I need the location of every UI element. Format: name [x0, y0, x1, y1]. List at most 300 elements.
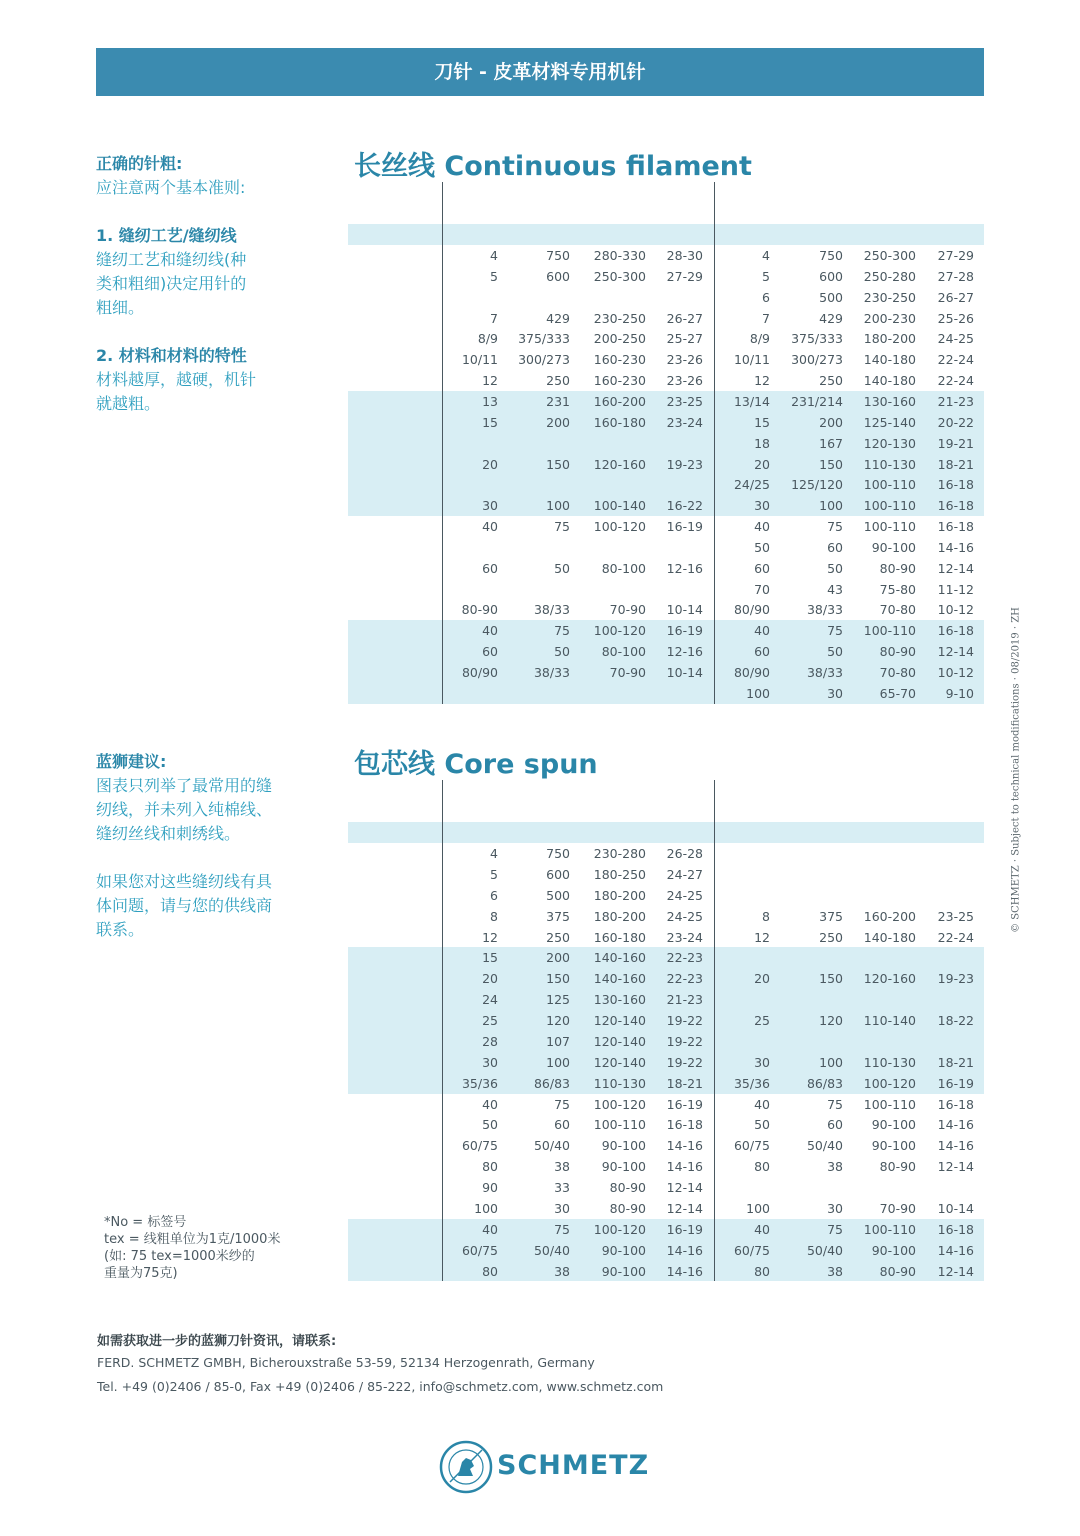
table-cell: 6 — [762, 289, 770, 305]
table-cell: 70 — [754, 581, 770, 597]
table-cell: 100-120 — [863, 1075, 916, 1091]
table-cell: 13/14 — [733, 393, 770, 409]
table-cell: 750 — [819, 248, 843, 263]
table-cell: 12 — [482, 929, 498, 945]
table-cell: 375/333 — [518, 331, 570, 347]
table-cell: 22-24 — [937, 373, 974, 389]
table-cell: 80-90 — [609, 1180, 646, 1196]
table-cell: 38/33 — [806, 665, 843, 680]
table-cell: 14-16 — [666, 1242, 703, 1258]
table-cell: 8 — [490, 908, 498, 924]
table-cell: 19-22 — [666, 1033, 703, 1049]
table-cell: 90-100 — [871, 1138, 916, 1154]
table-cell: 16-18 — [937, 1096, 974, 1112]
footnote — [104, 1214, 324, 1282]
table-cell: 12-14 — [937, 644, 974, 660]
table-cell: 16-18 — [666, 1117, 703, 1133]
table-cell: 100-140 — [593, 498, 646, 514]
table-cell: 250 — [546, 373, 570, 389]
table-cell: 19-22 — [666, 1054, 703, 1070]
table-cell: 90-100 — [601, 1242, 646, 1258]
table-cell: 160-200 — [593, 393, 646, 409]
table-cell: 19-21 — [937, 435, 974, 451]
table-cell: 14-16 — [666, 1159, 703, 1175]
table-cell: 40 — [482, 519, 498, 535]
table-cell: 100-110 — [863, 623, 916, 639]
table-cell: 16-18 — [937, 1221, 974, 1237]
table-cell: 100-110 — [863, 1221, 916, 1237]
table-cell: 60/75 — [733, 1138, 770, 1154]
table-cell: 90-100 — [601, 1263, 646, 1279]
col-header — [643, 822, 703, 843]
table-cell: 16-19 — [666, 623, 703, 639]
table-cell: 60 — [754, 644, 770, 660]
footnote-line: (如: 75 tex=1000米纱的 — [104, 1249, 255, 1264]
table-cell: 10-12 — [937, 665, 974, 680]
table-cell: 231 — [546, 393, 570, 409]
table-cell: 18-22 — [937, 1013, 974, 1029]
continuous-title — [354, 144, 752, 183]
table-cell: 40 — [482, 1221, 498, 1237]
table-cell: 280-330 — [593, 248, 646, 263]
rules-intro: 应注意两个基本准则: — [96, 178, 246, 197]
table-cell: 250-300 — [593, 268, 646, 284]
table-cell: 30 — [827, 1200, 843, 1216]
table-cell: 12-14 — [937, 1159, 974, 1175]
table-cell: 86/83 — [533, 1075, 570, 1091]
col-header — [914, 822, 974, 843]
table-cell: 120 — [819, 1013, 843, 1029]
table-cell: 60/75 — [461, 1242, 498, 1258]
table-cell: 20-22 — [937, 414, 974, 430]
table-cell: 140-180 — [863, 929, 916, 945]
table-cell: 130-160 — [863, 393, 916, 409]
table-cell: 90-100 — [601, 1138, 646, 1154]
table-cell: 5 — [490, 268, 498, 284]
table-cell: 80 — [482, 1263, 498, 1279]
table-cell: 14-16 — [937, 1242, 974, 1258]
table-cell: 231/214 — [791, 393, 843, 409]
table-cell: 60 — [482, 644, 498, 660]
recommendation-line: 如果您对这些缝纫线有具 — [96, 872, 273, 891]
table-cell: 75 — [554, 1221, 570, 1237]
table-cell: 130-160 — [593, 992, 646, 1008]
table-cell: 180-250 — [593, 866, 646, 882]
table-cell: 120-140 — [593, 1033, 646, 1049]
core-spun-table — [348, 780, 984, 1284]
table-cell: 60 — [827, 1117, 843, 1133]
recommendation-line: 图表只列举了最常用的缝 — [96, 776, 273, 795]
corespun-title-cn: 包芯线 — [354, 749, 435, 780]
table-cell: 15 — [482, 414, 498, 430]
table-cell: 80-90 — [879, 560, 916, 576]
logo-text: SCHMETZ — [497, 1450, 650, 1481]
table-cell: 230-250 — [593, 310, 646, 326]
table-cell: 125 — [546, 992, 570, 1008]
table-cell: 90-100 — [601, 1159, 646, 1175]
table-cell: 180-200 — [593, 887, 646, 903]
table-cell: 80/90 — [733, 665, 770, 680]
col-header — [643, 224, 703, 245]
table-cell: 140-160 — [593, 950, 646, 966]
table-cell: 4 — [490, 846, 498, 861]
table-cell: 12-14 — [666, 1200, 703, 1216]
table-cell: 80 — [754, 1263, 770, 1279]
table-cell: 25-27 — [666, 331, 703, 347]
table-cell: 140-160 — [593, 971, 646, 987]
table-cell: 50 — [827, 644, 843, 660]
table-cell: 70-80 — [879, 665, 916, 680]
table-cell: 30 — [482, 498, 498, 514]
table-cell: 27-29 — [666, 268, 703, 284]
table-cell: 70-90 — [609, 602, 646, 618]
table-cell: 25 — [482, 1013, 498, 1029]
table-cell: 80-90 — [879, 1263, 916, 1279]
side-note — [1006, 600, 1026, 940]
table-cell: 14-16 — [937, 539, 974, 555]
table-cell: 24 — [482, 992, 498, 1008]
table-cell: 23-26 — [666, 373, 703, 389]
table-cell: 107 — [546, 1033, 570, 1049]
table-cell: 33 — [554, 1180, 570, 1196]
table-cell: 750 — [546, 846, 570, 861]
table-cell: 75 — [827, 1096, 843, 1112]
table-cell: 4 — [762, 248, 770, 263]
table-cell: 12 — [754, 373, 770, 389]
table-cell: 24-25 — [937, 331, 974, 347]
table-cell: 50/40 — [533, 1242, 570, 1258]
table-cell: 40 — [754, 1096, 770, 1112]
table-cell: 50 — [754, 1117, 770, 1133]
table-cell: 23-25 — [937, 908, 974, 924]
table-cell: 80-90 — [879, 1159, 916, 1175]
table-cell: 22-23 — [666, 971, 703, 987]
col-header — [510, 822, 570, 843]
table-cell: 75 — [554, 1096, 570, 1112]
table-cell: 150 — [819, 456, 843, 472]
table-cell: 167 — [819, 435, 843, 451]
table-cell: 86/83 — [806, 1075, 843, 1091]
table-cell: 200 — [546, 414, 570, 430]
table-cell: 100 — [546, 1054, 570, 1070]
table-cell: 200 — [546, 950, 570, 966]
table-cell: 60/75 — [733, 1242, 770, 1258]
table-cell: 80 — [482, 1159, 498, 1175]
table-cell: 9-10 — [945, 685, 974, 701]
rule-2-line: 材料越厚，越硬，机针 — [96, 370, 257, 389]
table-cell: 160-230 — [593, 352, 646, 368]
corespun-title — [354, 742, 598, 781]
table-cell: 120-140 — [593, 1013, 646, 1029]
table-cell: 120-160 — [593, 456, 646, 472]
table-cell: 22-23 — [666, 950, 703, 966]
table-cell: 40 — [482, 1096, 498, 1112]
table-cell: 110-130 — [863, 456, 916, 472]
table-cell: 200-230 — [863, 310, 916, 326]
col-header — [914, 224, 974, 245]
table-cell: 19-23 — [937, 971, 974, 987]
col-header — [783, 224, 843, 245]
table-cell: 22-24 — [937, 352, 974, 368]
table-cell: 10-12 — [937, 602, 974, 618]
table-cell: 160-180 — [593, 414, 646, 430]
table-cell: 110-140 — [863, 1013, 916, 1029]
table-cell: 30 — [827, 685, 843, 701]
table-cell: 12-14 — [937, 560, 974, 576]
table-cell: 150 — [546, 971, 570, 987]
table-cell: 50/40 — [533, 1138, 570, 1154]
table-cell: 140-180 — [863, 373, 916, 389]
rule-1-title: 1. 缝纫工艺/缝纫线 — [96, 226, 237, 245]
table-cell: 75 — [554, 519, 570, 535]
table-cell: 21-23 — [937, 393, 974, 409]
table-cell: 11-12 — [937, 581, 974, 597]
table-cell: 16-22 — [666, 498, 703, 514]
rule-1-line: 粗细。 — [96, 298, 145, 317]
table-cell: 8/9 — [477, 331, 498, 347]
table-cell: 30 — [482, 1054, 498, 1070]
table-cell: 40 — [754, 623, 770, 639]
recommendation-line: 纫线，并未列入纯棉线、 — [96, 800, 273, 819]
contact-address: FERD. SCHMETZ GMBH, Bicherouxstraße 53-59, 52134 Herzogenrath, Germany — [97, 1355, 595, 1370]
continuous-title-en: Continuous filament — [444, 151, 752, 182]
table-cell: 80-90 — [879, 644, 916, 660]
col-header — [710, 822, 770, 843]
table-cell: 180-200 — [863, 331, 916, 347]
table-cell: 10-14 — [666, 665, 703, 680]
table-cell: 120-160 — [863, 971, 916, 987]
table-cell: 10-14 — [666, 602, 703, 618]
table-cell: 12 — [482, 373, 498, 389]
table-cell: 100-110 — [863, 498, 916, 514]
table-cell: 300/273 — [518, 352, 570, 368]
table-cell: 100 — [819, 498, 843, 514]
recommendation — [96, 750, 336, 942]
table-cell: 90-100 — [871, 1242, 916, 1258]
table-cell: 12-14 — [666, 1180, 703, 1196]
table-cell: 100-120 — [593, 623, 646, 639]
table-cell: 75 — [554, 623, 570, 639]
col-header — [783, 822, 843, 843]
table-cell: 26-27 — [666, 310, 703, 326]
table-cell: 200 — [819, 414, 843, 430]
rule-1-line: 缝纫工艺和缝纫线(种 — [96, 250, 247, 269]
col-header — [856, 822, 916, 843]
table-cell: 20 — [754, 456, 770, 472]
table-cell: 429 — [546, 310, 570, 326]
table-cell: 50/40 — [806, 1138, 843, 1154]
table-cell: 100-120 — [593, 519, 646, 535]
table-cell: 120 — [546, 1013, 570, 1029]
table-cell: 24-25 — [666, 908, 703, 924]
table-cell: 20 — [482, 971, 498, 987]
table-cell: 16-19 — [666, 1096, 703, 1112]
table-cell: 200-250 — [593, 331, 646, 347]
table-cell: 27-28 — [937, 268, 974, 284]
table-cell: 20 — [482, 456, 498, 472]
recommendation-heading: 蓝狮建议: — [96, 752, 167, 771]
continuous-title-cn: 长丝线 — [354, 151, 435, 182]
recommendation-line: 体问题，请与您的供线商 — [96, 896, 273, 915]
table-cell: 6 — [490, 887, 498, 903]
table-cell: 10-14 — [937, 1200, 974, 1216]
table-cell: 16-19 — [666, 1221, 703, 1237]
table-cell: 75 — [827, 623, 843, 639]
footnote-line: 重量为75克) — [104, 1266, 178, 1281]
table-cell: 13 — [482, 393, 498, 409]
table-cell: 110-130 — [863, 1054, 916, 1070]
contact-tel: Tel. +49 (0)2406 / 85-0, Fax +49 (0)2406 / 85-222, info@schmetz.com, www.schmetz.com — [97, 1379, 664, 1394]
table-cell: 38 — [554, 1263, 570, 1279]
table-cell: 16-18 — [937, 498, 974, 514]
table-cell: 16-18 — [937, 623, 974, 639]
table-cell: 38 — [827, 1263, 843, 1279]
table-cell: 30 — [754, 498, 770, 514]
col-header — [856, 224, 916, 245]
table-cell: 12-16 — [666, 560, 703, 576]
continuous-filament-table — [348, 182, 984, 706]
table-cell: 50 — [754, 539, 770, 555]
table-cell: 24-25 — [666, 887, 703, 903]
side-note-text: © SCHMETZ · Subject to technical modifications · 08/2019 · ZH — [1010, 607, 1022, 933]
table-cell: 18-21 — [666, 1075, 703, 1091]
table-cell: 24/25 — [733, 477, 770, 493]
table-cell: 75 — [827, 1221, 843, 1237]
table-cell: 14-16 — [937, 1117, 974, 1133]
table-cell: 60 — [827, 539, 843, 555]
table-cell: 100 — [546, 498, 570, 514]
needle-rules — [96, 152, 336, 416]
table-cell: 25 — [754, 1013, 770, 1029]
table-cell: 38/33 — [806, 602, 843, 618]
table-cell: 600 — [819, 268, 843, 284]
schmetz-logo[interactable] — [436, 1436, 656, 1500]
footnote-line: *No = 标签号 — [104, 1215, 187, 1230]
table-cell: 35/36 — [733, 1075, 770, 1091]
recommendation-line: 联系。 — [96, 920, 145, 939]
table-cell: 26-28 — [666, 846, 703, 861]
table-cell: 7 — [490, 310, 498, 326]
table-cell: 230-250 — [863, 289, 916, 305]
col-header — [710, 224, 770, 245]
table-cell: 160-180 — [593, 929, 646, 945]
table-cell: 26-27 — [937, 289, 974, 305]
table-cell: 80/90 — [461, 665, 498, 680]
corespun-title-en: Core spun — [444, 749, 598, 780]
table-cell: 250 — [546, 929, 570, 945]
table-cell: 80-100 — [601, 644, 646, 660]
table-cell: 50 — [827, 560, 843, 576]
table-cell: 180-200 — [593, 908, 646, 924]
table-cell: 500 — [819, 289, 843, 305]
col-header — [438, 822, 498, 843]
table-cell: 600 — [546, 268, 570, 284]
col-header — [586, 224, 646, 245]
table-cell: 7 — [762, 310, 770, 326]
table-cell: 120-130 — [863, 435, 916, 451]
table-cell: 80/90 — [733, 602, 770, 618]
table-cell: 120-140 — [593, 1054, 646, 1070]
table-cell: 65-70 — [879, 685, 916, 701]
table-cell: 16-18 — [937, 519, 974, 535]
table-cell: 50 — [554, 560, 570, 576]
table-cell: 90-100 — [871, 1117, 916, 1133]
table-cell: 15 — [482, 950, 498, 966]
table-cell: 50 — [554, 644, 570, 660]
table-cell: 100-120 — [593, 1221, 646, 1237]
table-cell: 50 — [482, 1117, 498, 1133]
table-cell: 600 — [546, 866, 570, 882]
table-cell: 70-80 — [879, 602, 916, 618]
recommendation-line: 缝纫丝线和刺绣线。 — [96, 824, 241, 843]
contact-heading: 如需获取进一步的蓝狮刀针资讯，请联系: — [97, 1334, 337, 1349]
table-cell: 30 — [754, 1054, 770, 1070]
table-cell: 16-19 — [666, 519, 703, 535]
table-cell: 20 — [754, 971, 770, 987]
table-cell: 75 — [827, 519, 843, 535]
table-cell: 250 — [819, 373, 843, 389]
table-cell: 90 — [482, 1180, 498, 1196]
table-cell: 150 — [819, 971, 843, 987]
table-cell: 40 — [754, 1221, 770, 1237]
table-cell: 38/33 — [533, 665, 570, 680]
table-cell: 18 — [754, 435, 770, 451]
table-cell: 23-26 — [666, 352, 703, 368]
table-cell: 100-120 — [593, 1096, 646, 1112]
table-cell: 23-25 — [666, 393, 703, 409]
table-cell: 4 — [490, 248, 498, 263]
table-cell: 16-18 — [937, 477, 974, 493]
table-cell: 60 — [754, 560, 770, 576]
table-cell: 19-22 — [666, 1013, 703, 1029]
table-cell: 250-280 — [863, 268, 916, 284]
table-cell: 125-140 — [863, 414, 916, 430]
rule-2-line: 就越粗。 — [96, 394, 161, 413]
table-cell: 100-110 — [863, 477, 916, 493]
table-cell: 150 — [546, 456, 570, 472]
table-cell: 100 — [746, 685, 770, 701]
table-cell: 50/40 — [806, 1242, 843, 1258]
table-cell: 24-27 — [666, 866, 703, 882]
table-cell: 35/36 — [461, 1075, 498, 1091]
col-header — [510, 224, 570, 245]
table-cell: 250 — [819, 929, 843, 945]
table-cell: 250-300 — [863, 248, 916, 263]
table-cell: 750 — [546, 248, 570, 263]
page-banner: 刀针 - 皮革材料专用机针 — [96, 48, 984, 96]
table-cell: 100 — [819, 1054, 843, 1070]
table-cell: 300/273 — [791, 352, 843, 368]
table-cell: 80-90 — [609, 1200, 646, 1216]
table-cell: 375 — [546, 908, 570, 924]
table-cell: 140-180 — [863, 352, 916, 368]
table-cell: 375/333 — [791, 331, 843, 347]
table-cell: 23-24 — [666, 414, 703, 430]
table-cell: 60 — [482, 560, 498, 576]
table-cell: 80 — [754, 1159, 770, 1175]
table-cell: 10/11 — [461, 352, 498, 368]
table-cell: 28-30 — [666, 248, 703, 263]
table-cell: 12-16 — [666, 644, 703, 660]
table-cell: 100 — [474, 1200, 498, 1216]
table-cell: 375 — [819, 908, 843, 924]
table-cell: 12 — [754, 929, 770, 945]
table-cell: 14-16 — [666, 1138, 703, 1154]
table-cell: 28 — [482, 1033, 498, 1049]
table-cell: 14-16 — [666, 1263, 703, 1279]
table-cell: 60/75 — [461, 1138, 498, 1154]
table-cell: 500 — [546, 887, 570, 903]
